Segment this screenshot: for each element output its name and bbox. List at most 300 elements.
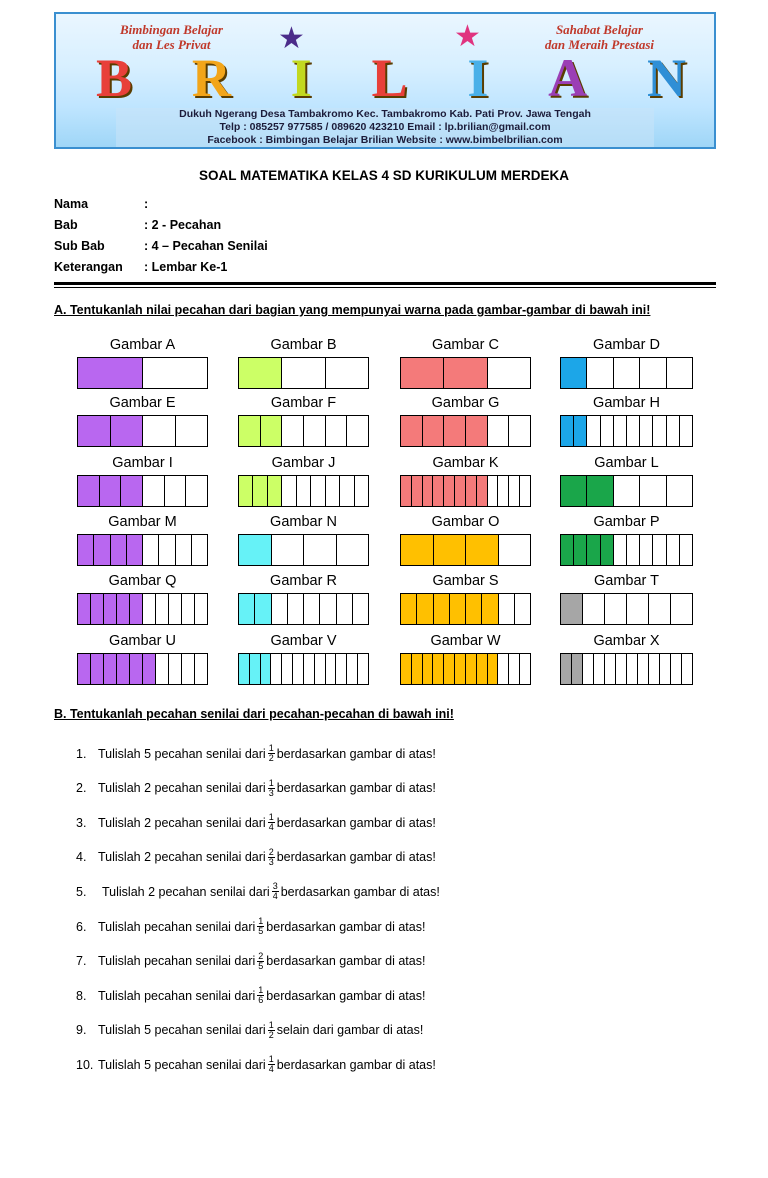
logo-letter: A	[548, 48, 588, 108]
fraction-figure	[77, 514, 208, 568]
empty-part	[143, 358, 207, 388]
question-item	[76, 952, 425, 971]
denominator: 3	[268, 856, 274, 867]
shaded-part	[78, 358, 143, 388]
figure-label: Gambar V	[270, 633, 337, 649]
divider	[54, 287, 716, 288]
empty-part	[282, 476, 296, 506]
empty-part	[649, 654, 660, 684]
question-text: Tulislah 2 pecahan senilai dari	[98, 815, 266, 830]
question-number: 6.	[76, 919, 87, 934]
shaded-part	[417, 594, 433, 624]
empty-part	[156, 654, 169, 684]
shaded-part	[121, 476, 143, 506]
empty-part	[347, 654, 358, 684]
empty-part	[605, 654, 616, 684]
info-value: : 4 – Pecahan Senilai	[144, 239, 268, 253]
address-text: Dukuh Ngerang Desa Tambakromo Kec. Tambakromo Kab. Pati Prov. Jawa Tengah	[179, 108, 591, 120]
figure-label: Gambar X	[593, 633, 660, 649]
fraction-bar	[77, 415, 208, 447]
question-text: berdasarkan gambar di atas!	[280, 884, 440, 899]
empty-part	[182, 654, 195, 684]
figure-label: Gambar J	[271, 455, 336, 471]
fraction-figure	[77, 337, 208, 391]
question-number: 8.	[76, 988, 87, 1003]
numerator: 2	[268, 846, 274, 857]
shaded-part	[466, 416, 488, 446]
empty-part	[627, 535, 640, 565]
contact-block	[56, 108, 714, 147]
fraction-figure	[400, 395, 531, 449]
denominator: 4	[272, 891, 278, 902]
question-item	[76, 813, 436, 832]
fraction	[272, 882, 279, 901]
empty-part	[282, 416, 304, 446]
empty-part	[288, 594, 304, 624]
info-value: :	[144, 197, 149, 211]
question-item	[76, 882, 440, 901]
empty-part	[337, 594, 353, 624]
logo-letter: R	[191, 48, 231, 108]
figure-label: Gambar D	[593, 337, 660, 353]
empty-part	[358, 654, 368, 684]
empty-part	[627, 416, 640, 446]
question-number: 2.	[76, 781, 87, 796]
empty-part	[326, 358, 368, 388]
figure-label: Gambar H	[593, 395, 660, 411]
shaded-part	[239, 594, 255, 624]
logo-letter: L	[371, 48, 408, 108]
denominator: 4	[268, 822, 274, 833]
figure-label: Gambar C	[432, 337, 499, 353]
numerator: 1	[268, 812, 274, 823]
shaded-part	[130, 594, 143, 624]
figure-label: Gambar Q	[108, 573, 177, 589]
question-item	[76, 1021, 423, 1040]
empty-part	[272, 594, 288, 624]
question-item	[76, 779, 436, 798]
empty-part	[143, 594, 156, 624]
figure-label: Gambar T	[593, 573, 659, 589]
fraction-bar	[238, 475, 369, 507]
numerator: 1	[268, 777, 274, 788]
empty-part	[638, 654, 649, 684]
fraction-bar	[238, 653, 369, 685]
empty-part	[587, 358, 613, 388]
fraction	[268, 779, 275, 798]
contact-text: Telp : 085257 977585 / 089620 423210 Email : lp.brilian@gmail.com	[219, 121, 551, 133]
empty-part	[192, 535, 207, 565]
shaded-part	[574, 535, 587, 565]
numerator: 3	[272, 881, 278, 892]
question-text: berdasarkan gambar di atas!	[266, 988, 426, 1003]
fraction-bar	[560, 534, 693, 566]
right-tagline-line1: Sahabat Belajar	[555, 22, 643, 37]
fraction-figure	[560, 455, 693, 509]
shaded-part	[239, 358, 282, 388]
question-text: berdasarkan gambar di atas!	[276, 746, 436, 761]
shaded-part	[434, 594, 450, 624]
empty-part	[640, 476, 666, 506]
empty-part	[653, 535, 666, 565]
shaded-part	[572, 654, 583, 684]
fraction-bar	[400, 475, 531, 507]
empty-part	[605, 594, 627, 624]
shaded-part	[587, 476, 613, 506]
fraction-figure	[400, 337, 531, 391]
logo-letter: B	[96, 48, 133, 108]
shaded-part	[78, 654, 91, 684]
info-row	[54, 260, 268, 281]
empty-part	[282, 654, 293, 684]
empty-part	[326, 476, 340, 506]
shaded-part	[561, 654, 572, 684]
empty-part	[282, 358, 325, 388]
empty-part	[304, 594, 320, 624]
empty-part	[311, 476, 325, 506]
fraction-bar	[560, 593, 693, 625]
empty-part	[682, 654, 692, 684]
numerator: 1	[258, 985, 264, 996]
empty-part	[293, 654, 304, 684]
shaded-part	[239, 416, 261, 446]
denominator: 3	[268, 787, 274, 798]
denominator: 2	[268, 753, 274, 763]
shaded-part	[117, 654, 130, 684]
info-label: Nama	[54, 197, 89, 211]
shaded-part	[561, 476, 587, 506]
star-icon: ★	[454, 20, 481, 53]
fraction-figure	[77, 633, 208, 687]
figure-label: Gambar P	[593, 514, 660, 530]
empty-part	[583, 594, 605, 624]
header-banner	[54, 12, 716, 149]
fraction-bar	[560, 653, 693, 685]
fraction-bar	[400, 593, 531, 625]
logo-letter: N	[646, 48, 686, 108]
shaded-part	[94, 535, 110, 565]
fraction-bar	[77, 475, 208, 507]
question-text: Tulislah 5 pecahan senilai dari	[98, 746, 266, 761]
fraction-bar	[77, 357, 208, 389]
empty-part	[165, 476, 187, 506]
shaded-part	[561, 594, 583, 624]
numerator: 1	[258, 916, 264, 926]
empty-part	[143, 476, 165, 506]
question-text: berdasarkan gambar di atas!	[276, 815, 436, 830]
empty-part	[336, 654, 347, 684]
shaded-part	[466, 535, 499, 565]
shaded-part	[444, 476, 455, 506]
shaded-part	[253, 476, 267, 506]
student-info	[54, 197, 268, 281]
figure-label: Gambar A	[109, 337, 176, 353]
numerator: 1	[268, 1019, 274, 1030]
empty-part	[488, 358, 530, 388]
info-label: Sub Bab	[54, 239, 105, 253]
fraction	[257, 986, 264, 1005]
shaded-part	[488, 654, 499, 684]
question-text: berdasarkan gambar di atas!	[276, 850, 436, 865]
empty-part	[653, 416, 666, 446]
empty-part	[488, 476, 499, 506]
question-item	[76, 917, 425, 936]
shaded-part	[111, 535, 127, 565]
numerator: 2	[258, 950, 264, 961]
shaded-part	[423, 416, 445, 446]
shaded-part	[433, 654, 444, 684]
shaded-part	[104, 594, 117, 624]
denominator: 5	[258, 960, 264, 971]
empty-part	[182, 594, 195, 624]
info-row	[54, 239, 268, 260]
empty-part	[680, 535, 692, 565]
question-text: selain dari gambar di atas!	[276, 1023, 424, 1038]
empty-part	[271, 654, 282, 684]
empty-part	[509, 416, 530, 446]
figure-label: Gambar G	[431, 395, 500, 411]
fraction-figure	[560, 573, 693, 627]
shaded-part	[100, 476, 122, 506]
fraction-figure	[400, 573, 531, 627]
figure-label: Gambar R	[270, 573, 337, 589]
question-number: 9.	[76, 1023, 87, 1038]
fraction-figure	[77, 395, 208, 449]
denominator: 6	[258, 995, 264, 1006]
empty-part	[515, 594, 530, 624]
shaded-part	[401, 416, 423, 446]
question-text: Tulislah pecahan senilai dari	[98, 919, 256, 934]
empty-part	[667, 416, 680, 446]
question-item	[76, 1055, 436, 1074]
empty-part	[488, 416, 510, 446]
info-label: Keterangan	[54, 260, 123, 274]
fraction-bar	[238, 415, 369, 447]
shaded-part	[455, 654, 466, 684]
shaded-part	[91, 594, 104, 624]
info-value: : Lembar Ke-1	[144, 260, 228, 274]
empty-part	[614, 416, 627, 446]
empty-part	[169, 654, 182, 684]
question-number: 4.	[76, 850, 87, 865]
question-text: Tulislah pecahan senilai dari	[98, 988, 256, 1003]
shaded-part	[91, 654, 104, 684]
empty-part	[337, 535, 369, 565]
star-icon: ★	[278, 22, 305, 55]
shaded-part	[111, 416, 144, 446]
empty-part	[195, 654, 207, 684]
shaded-part	[401, 654, 412, 684]
shaded-part	[444, 654, 455, 684]
shaded-part	[412, 654, 423, 684]
question-text: Tulislah 2 pecahan senilai dari	[102, 884, 270, 899]
shaded-part	[466, 654, 477, 684]
shaded-part	[117, 594, 130, 624]
shaded-part	[482, 594, 498, 624]
shaded-part	[455, 476, 466, 506]
question-number: 10.	[76, 1057, 94, 1072]
empty-part	[520, 654, 530, 684]
info-row	[54, 197, 268, 218]
social-text: Facebook : Bimbingan Belajar Brilian Website : www.bimbelbrilian.com	[207, 134, 563, 146]
question-number: 5.	[76, 884, 87, 899]
fraction-figure	[400, 455, 531, 509]
question-text: Tulislah pecahan senilai dari	[98, 954, 256, 969]
empty-part	[649, 594, 671, 624]
empty-part	[667, 358, 692, 388]
empty-part	[326, 416, 348, 446]
fraction-bar	[238, 593, 369, 625]
fraction-figure	[238, 395, 369, 449]
shaded-part	[239, 476, 253, 506]
question-text: berdasarkan gambar di atas!	[276, 1057, 436, 1072]
left-tagline-line2: dan Les Privat	[132, 37, 211, 52]
denominator: 4	[268, 1064, 274, 1075]
shaded-part	[587, 535, 600, 565]
numerator: 1	[268, 1054, 274, 1065]
empty-part	[660, 654, 671, 684]
fraction-figure	[400, 514, 531, 568]
empty-part	[499, 594, 515, 624]
empty-part	[315, 654, 326, 684]
figure-label: Gambar I	[112, 455, 173, 471]
shaded-part	[261, 416, 283, 446]
empty-part	[347, 416, 368, 446]
empty-part	[272, 535, 305, 565]
fraction-bar	[560, 415, 693, 447]
empty-part	[159, 535, 175, 565]
shaded-part	[401, 358, 444, 388]
question-text: Tulislah 5 pecahan senilai dari	[98, 1057, 266, 1072]
fraction-bar	[238, 357, 369, 389]
empty-part	[355, 476, 368, 506]
fraction-figure	[238, 337, 369, 391]
fraction-figure	[560, 337, 693, 391]
fraction-bar	[400, 653, 531, 685]
fraction-figure	[238, 455, 369, 509]
shaded-part	[574, 416, 587, 446]
empty-part	[671, 654, 682, 684]
empty-part	[499, 535, 531, 565]
shaded-part	[401, 476, 412, 506]
empty-part	[320, 594, 336, 624]
figure-label: Gambar B	[270, 337, 337, 353]
figure-label: Gambar M	[108, 514, 177, 530]
shaded-part	[444, 416, 466, 446]
shaded-part	[477, 476, 488, 506]
empty-part	[627, 654, 638, 684]
fraction-figure	[238, 514, 369, 568]
logo-letter: I	[290, 48, 312, 108]
denominator: 5	[258, 926, 264, 936]
question-text: berdasarkan gambar di atas!	[266, 954, 426, 969]
fraction-bar	[238, 534, 369, 566]
empty-part	[186, 476, 207, 506]
figure-label: Gambar E	[109, 395, 176, 411]
figure-label: Gambar N	[270, 514, 337, 530]
question-item	[76, 848, 436, 867]
fraction-bar	[77, 534, 208, 566]
fraction	[268, 1021, 275, 1040]
empty-part	[509, 654, 520, 684]
empty-part	[587, 416, 600, 446]
shaded-part	[104, 654, 117, 684]
empty-part	[640, 358, 666, 388]
shaded-part	[561, 535, 574, 565]
empty-part	[520, 476, 530, 506]
question-number: 7.	[76, 954, 87, 969]
empty-part	[498, 654, 509, 684]
empty-part	[614, 535, 627, 565]
fraction-figure	[77, 573, 208, 627]
right-tagline-line2: dan Meraih Prestasi	[544, 37, 654, 52]
shaded-part	[143, 654, 156, 684]
shaded-part	[561, 416, 574, 446]
shaded-part	[561, 358, 587, 388]
empty-part	[304, 654, 315, 684]
fraction	[268, 1055, 275, 1074]
logo-letter: I	[467, 48, 489, 108]
fraction-figure	[560, 395, 693, 449]
info-value: : 2 - Pecahan	[144, 218, 222, 232]
shaded-part	[255, 594, 271, 624]
shaded-part	[466, 594, 482, 624]
question-number: 1.	[76, 746, 87, 761]
empty-part	[143, 535, 159, 565]
shaded-part	[261, 654, 272, 684]
fraction	[268, 848, 275, 867]
shaded-part	[78, 535, 94, 565]
figure-label: Gambar W	[430, 633, 501, 649]
empty-part	[680, 416, 692, 446]
shaded-part	[601, 535, 614, 565]
fraction	[268, 744, 275, 763]
shaded-part	[239, 535, 272, 565]
denominator: 2	[268, 1029, 274, 1040]
figure-label: Gambar U	[109, 633, 176, 649]
fraction-bar	[560, 357, 693, 389]
shaded-part	[401, 535, 434, 565]
fraction-figure	[560, 633, 693, 687]
question-text: Tulislah 2 pecahan senilai dari	[98, 781, 266, 796]
empty-part	[176, 416, 208, 446]
empty-part	[509, 476, 520, 506]
shaded-part	[130, 654, 143, 684]
question-text: berdasarkan gambar di atas!	[266, 919, 426, 934]
figure-label: Gambar O	[431, 514, 500, 530]
empty-part	[667, 476, 692, 506]
left-tagline-line1: Bimbingan Belajar	[120, 22, 223, 37]
empty-part	[614, 358, 640, 388]
info-row	[54, 218, 268, 239]
shaded-part	[78, 594, 91, 624]
fraction-figure	[77, 455, 208, 509]
empty-part	[340, 476, 354, 506]
shaded-part	[423, 654, 434, 684]
shaded-part	[434, 535, 467, 565]
numerator: 1	[268, 743, 274, 753]
section-b-heading: B. Tentukanlah pecahan senilai dari pecahan-pecahan di bawah ini!	[54, 707, 454, 721]
fraction-bar	[77, 653, 208, 685]
shaded-part	[250, 654, 261, 684]
fraction-bar	[400, 415, 531, 447]
fraction-figure	[238, 633, 369, 687]
empty-part	[304, 416, 326, 446]
empty-part	[640, 416, 653, 446]
fraction-figure	[560, 514, 693, 568]
empty-part	[297, 476, 311, 506]
fraction-bar	[400, 357, 531, 389]
